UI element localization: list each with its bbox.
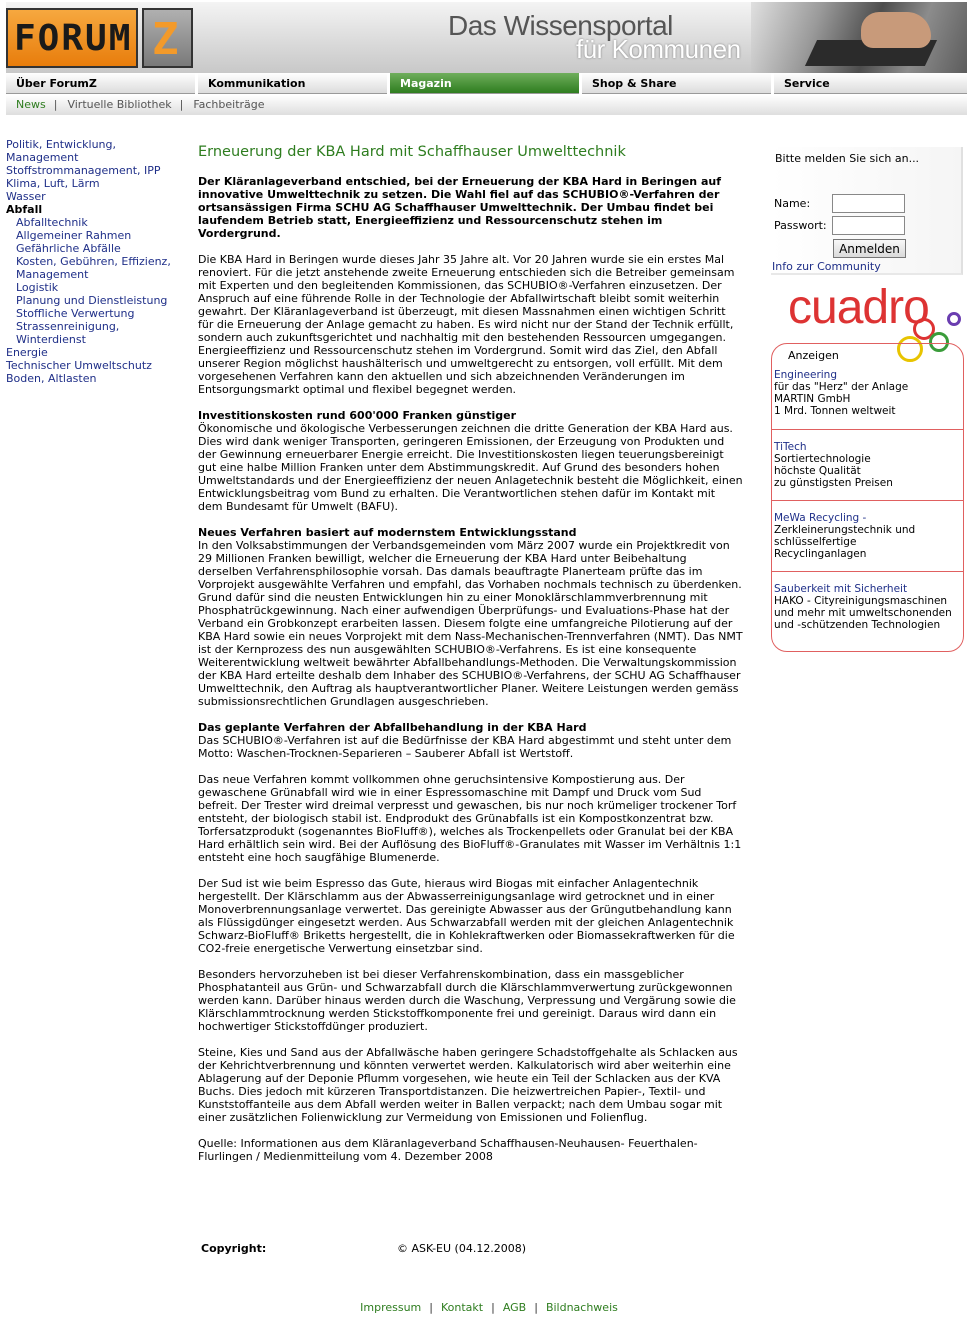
tab-kommunikation[interactable]: Kommunikation bbox=[198, 73, 387, 94]
category-abfall[interactable]: Abfall bbox=[6, 203, 43, 216]
article-source: Quelle: Informationen aus dem Kläranlageverband Schaffhausen-Neuhausen- Feuerthalen-Flurlingen / Medienmitteilung vom 4. Dezember 2008 bbox=[198, 1137, 698, 1163]
article-paragraph: Steine, Kies und Sand aus der Abfallwäsche haben geringere Schadstoffgehalte als Schlacken aus der Kehrichtverbrennung und könnten verwertet werden. Kalkulatorisch wird aber weiterhin eine Ablagerung auf der Deponie Pflumm vorgesehen, wie heute ein Teil der Schlacken aus der KVA Buchs. Dies jedoch mit kürzeren Transportdistanzen. Die heizwertreichen Papier-, Textil- und Kunststoffanteile aus dem Abfall werden weiter in Ballen verpackt; nach dem Umbau sogar mit einer zusätzlichen Folienwicklung zur Vermeidung von Emissionen und Folienflug. bbox=[198, 1046, 738, 1124]
ad-line: Sortiertechnologie bbox=[774, 453, 871, 465]
subcategory-planung[interactable]: Planung und Dienstleistung bbox=[16, 294, 168, 307]
article-paragraph: In den Volksabstimmungen der Verbandsgemeinden vom März 2007 wurde ein Projektkredit von 29 Millionen Franken bewilligt, welcher die Erneuerung der KBA Hard unter Beibehaltung derselben Verfahrensphilosophie vorsah. Das damals beauftragte Planerteam prüfte das im Vorprojekt ausgewählte Verfahren und empfahl, das Vorhaben nochmals technisch zu überdenken. Grund dafür sind die neusten Entwicklungen hin zu einer Monoklärschlammverbrennung mit Phosphatrückgewinnung. Nach einer aufwendigen Überprüfungs- und Evaluations-Phase hat der Verband ein Grobkonzept erarbeiten lassen. Diesem folgte eine umfangreiche Pilotierung auf der KBA Hard sowie ein neues Vorprojekt mit dem Nass-Mechanischen-Trennverfahren (NMT). Das NMT ist der Kernprozess des nun ausgewählten SCHUBIO®-Verfahrens. Es ist eine konsequente Weiterentwicklung weltweit bewährter Abfallbehandlungs-Methoden. Die Verwaltungskommission der KBA Hard erteilte deshalb dem Inhaber des SCHUBIO®-Verfahrens, der SCHU AG Schaffhauser Umwelttechnik, den Auftrag als hauptverantwortlicher Planer. Weitere Leistungen werden gemäss submissionsrechtlichen Grundlagen ausgeschrieben. bbox=[198, 539, 743, 708]
category-stoffstrommanagement[interactable]: Stoffstrommanagement, IPP bbox=[6, 164, 161, 177]
ad-item bbox=[774, 369, 962, 417]
ad-line: für das "Herz" der Anlage bbox=[774, 381, 909, 393]
logo-text-z: Z bbox=[152, 14, 179, 65]
subcategory-gefaehrliche-abfaelle[interactable]: Gefährliche Abfälle bbox=[16, 242, 121, 255]
ad-link-mewa[interactable]: MeWa Recycling - bbox=[774, 512, 867, 524]
ad-item bbox=[774, 583, 962, 631]
tab-magazin[interactable]: Magazin bbox=[390, 73, 579, 94]
ad-line: HAKO - Cityreinigungsmaschinen bbox=[774, 595, 948, 607]
footer-agb[interactable]: AGB bbox=[502, 1301, 527, 1314]
ad-line: höchste Qualität bbox=[774, 465, 861, 477]
category-boden[interactable]: Boden, Altlasten bbox=[6, 372, 97, 385]
logo-text-forum: FORUM bbox=[14, 18, 133, 59]
category-klima[interactable]: Klima, Luft, Lärm bbox=[6, 177, 100, 190]
name-label: Name: bbox=[774, 197, 811, 210]
ad-line: schlüsselfertige bbox=[774, 536, 857, 548]
article-paragraph: Das neue Verfahren kommt vollkommen ohne geruchsintensive Kompostierung aus. Der gewaschene Grünabfall wird wie in einer Espressomaschine mit Dampf und Druck vom Sud befreit. Der Trester wird dreimal verpresst und gewaschen, bis nur noch krümeliger trockener Torf entsteht, der biologisch stabil ist. Endprodukt des Grünabfalls ist ein Kompostkonzentrat bzw. Torfersatzprodukt (sogenanntes BioFluff®), welches als Trockenpellets oder Granulat bei der KBA Hard erhältlich sein wird. Bei der Auflösung des BioFluff®-Granulates mit Wasser im Verhältnis 1:1 entsteht eine hoch saugfähige Blumenerde. bbox=[198, 773, 742, 864]
category-wasser[interactable]: Wasser bbox=[6, 190, 46, 203]
slogan-line-2: für Kommunen bbox=[576, 34, 741, 64]
category-politik[interactable]: Politik, Entwicklung, Management bbox=[6, 138, 116, 164]
login-button[interactable]: Anmelden bbox=[833, 239, 906, 258]
article-paragraph: Das SCHUBIO®-Verfahren ist auf die Bedürfnisse der KBA Hard abgestimmt und steht unter dem Motto: Waschen-Trocknen-Separieren – Sauberer Abfall ist Wertstoff. bbox=[198, 734, 732, 760]
article-lead: Der Kläranlageverband entschied, bei der Erneuerung der KBA Hard in Beringen auf innovative Umwelttechnik zu setzen. Die Wahl fiel auf das SCHUBIO®-Verfahren der ortsansässigen Firma SCHU AG Schaffhauser Umwelttechnik. Der Umbau findet bei laufendem Betrieb statt, Energieeffizienz und Ressourcenschutz stehen im Vordergrund. bbox=[198, 175, 721, 240]
slogan-line-1: Das Wissensportal bbox=[448, 10, 673, 41]
ring-purple-icon bbox=[947, 312, 961, 326]
ad-link-hako[interactable]: Sauberkeit mit Sicherheit bbox=[774, 583, 908, 595]
sub-navigation: News | Virtuelle Bibliothek | Fachbeiträge bbox=[6, 95, 967, 115]
name-input[interactable] bbox=[832, 194, 905, 213]
subcategory-stoffliche-verwertung[interactable]: Stoffliche Verwertung bbox=[16, 307, 135, 320]
article-title: Erneuerung der KBA Hard mit Schaffhauser Umwelttechnik bbox=[198, 144, 626, 160]
ad-link-titech[interactable]: TiTech bbox=[774, 441, 807, 453]
ad-link-engineering[interactable]: Engineering bbox=[774, 369, 837, 381]
category-menu bbox=[6, 138, 186, 385]
forumz-logo[interactable] bbox=[6, 8, 193, 68]
category-energie[interactable]: Energie bbox=[6, 346, 48, 359]
subcategory-kosten[interactable]: Kosten, Gebühren, Effizienz, Management bbox=[16, 255, 171, 281]
ad-line: 1 Mrd. Tonnen weltweit bbox=[774, 405, 896, 417]
ad-line: Zerkleinerungstechnik und bbox=[774, 524, 916, 536]
ad-divider bbox=[772, 500, 963, 501]
ad-line: MARTIN GmbH bbox=[774, 393, 851, 405]
article-subheading: Das geplante Verfahren der Abfallbehandlung in der KBA Hard bbox=[198, 721, 587, 734]
footer-bildnachweis[interactable]: Bildnachweis bbox=[545, 1301, 618, 1314]
footer-kontakt[interactable]: Kontakt bbox=[440, 1301, 484, 1314]
article-paragraph: Besonders hervorzuheben ist bei dieser Verfahrenskombination, dass ein massgeblicher Phosphatanteil aus Grün- und Schwarzabfall durch die Klärschlammverwertung zurückgewonnen werden kann. Darüber hinaus werden durch die Waschung, Verpressung und Vergärung sowie die Klärschlammtrocknung werden Stickstoffkomponente frei und gereinigt. Daraus wird dann ein hochwertiger Stickstoffdünger produziert. bbox=[198, 968, 736, 1033]
article bbox=[198, 146, 743, 1176]
subcategory-allgemeiner-rahmen[interactable]: Allgemeiner Rahmen bbox=[16, 229, 132, 242]
copyright-row bbox=[201, 1242, 741, 1255]
footer-links: Impressum | Kontakt | AGB | Bildnachweis bbox=[360, 1301, 618, 1314]
tab-shop-share[interactable]: Shop & Share bbox=[582, 73, 771, 94]
site-header bbox=[6, 2, 967, 73]
tab-service[interactable]: Service bbox=[774, 73, 967, 94]
tab-ueber-forumz[interactable]: Über ForumZ bbox=[6, 73, 195, 94]
footer-impressum[interactable]: Impressum bbox=[360, 1301, 422, 1314]
copyright-label: Copyright: bbox=[201, 1242, 267, 1255]
article-paragraph: Die KBA Hard in Beringen wurde dieses Jahr 35 Jahre alt. Vor 20 Jahren wurde sie ein erstes Mal renoviert. Für die jetzt anstehende zweite Erneuerung entschieden sich die Betreiber gemeinsam mit Experten und den begleitenden Kommissionen, das SCHUBIO®-Verfahren einzusetzen. Der Anspruch auf eine führende Rolle in der Technologie der Abfallwirtschaft bleibt somit weiterhin gewahrt. Der Kläranlageverband ist überzeugt, mit diesen Massnahmen einen wichtigen Schritt für die Erneuerung der Anlage gemacht zu haben. Es wird nicht nur der Stand der Technik erfüllt, sondern auch zukunftsgerichtet und nachhaltig mit den bestehenden Ressourcen umgegangen. Energieeffizienz und Ressourcenschutz stehen im Vordergrund. Somit wird das Ziel, den Abfall unserer Region möglichst haushälterisch und umweltgerecht zu entsorgen, voll erfüllt. Mit dem vorgesehenen Verfahren kann den aktuellen und sich abzeichnenden Veränderungen im Entsorgungsmarkt optimal und flexibel begegnet werden. bbox=[198, 253, 735, 396]
ad-divider bbox=[772, 571, 963, 572]
ad-line: Recyclinganlagen bbox=[774, 548, 867, 560]
ad-line: und mehr mit umweltschonenden bbox=[774, 607, 952, 619]
main-navigation bbox=[6, 73, 967, 95]
article-paragraph: Der Sud ist wie beim Espresso das Gute, hieraus wird Biogas mit einfacher Anlagentechnik hergestellt. Der Klärschlamm aus der Abwasserreinigungsanlage wird getrocknet und in einer Monoverbrennungsanlage verwertet. Das gereinigte Abwasser aus der Grüngutbehandlung kann als Flüssigdünger eingesetzt werden. Aus Schwarzabfall werden mit der gleichen Anlagentechnik Schwarz-BioFluff® Briketts hergestellt, die in Kohlekraftwerken oder Biomassekraftwerken für die CO2-freie energetische Verwertung einsetzbar sind. bbox=[198, 877, 735, 955]
password-input[interactable] bbox=[832, 216, 905, 235]
login-box bbox=[771, 147, 963, 275]
ad-divider bbox=[772, 429, 963, 430]
ads-box bbox=[771, 343, 964, 652]
ad-line: zu günstigsten Preisen bbox=[774, 477, 893, 489]
subnav-virtuelle-bibliothek[interactable]: Virtuelle Bibliothek bbox=[67, 98, 172, 111]
password-label: Passwort: bbox=[774, 219, 827, 232]
header-photo-keyboard bbox=[751, 2, 967, 73]
subnav-news[interactable]: News bbox=[16, 98, 46, 111]
subcategory-logistik[interactable]: Logistik bbox=[16, 281, 59, 294]
ad-line: und -schützenden Technologien bbox=[774, 619, 941, 631]
article-paragraph: Ökonomische und ökologische Verbesserungen zeichnen die dritte Generation der KBA Hard aus. Dies wird dank weniger Transporten, geringeren Emissionen, der Erzeugung von Produkten und der Gewinnung erneuerbarer Energie erreicht. Die Investitionskosten liegen teuerungsbereinigt gut eine halbe Million Franken unter dem Abstimmungskredit. Auf Grund des besonders hohen Umweltstandards und der Energieeffizienz der neuen Anlagetechnik besteht die Möglichkeit, einen Entwicklungsbeitrag vom Bund zu erhalten. Die Verantwortlichen stehen dafür im Kontakt mit dem Bundesamt für Umwelt (BAFU). bbox=[198, 422, 743, 513]
community-info-link[interactable]: Info zur Community bbox=[772, 260, 881, 273]
ads-heading: Anzeigen bbox=[788, 349, 839, 362]
ad-item bbox=[774, 441, 962, 489]
hand-graphic bbox=[861, 12, 931, 48]
copyright-value: © ASK-EU (04.12.2008) bbox=[397, 1242, 527, 1255]
subcategory-abfalltechnik[interactable]: Abfalltechnik bbox=[16, 216, 88, 229]
article-subheading: Investitionskosten rund 600'000 Franken günstiger bbox=[198, 409, 517, 422]
category-technischer-umweltschutz[interactable]: Technischer Umweltschutz bbox=[6, 359, 152, 372]
ad-item bbox=[774, 512, 962, 560]
subnav-fachbeitraege[interactable]: Fachbeiträge bbox=[193, 98, 265, 111]
login-title: Bitte melden Sie sich an... bbox=[775, 152, 920, 165]
subcategory-strassenreinigung[interactable]: Strassenreinigung, Winterdienst bbox=[16, 320, 120, 346]
article-subheading: Neues Verfahren basiert auf modernstem Entwicklungsstand bbox=[198, 526, 577, 539]
cuadro-logo-text: cuadro bbox=[788, 281, 929, 334]
